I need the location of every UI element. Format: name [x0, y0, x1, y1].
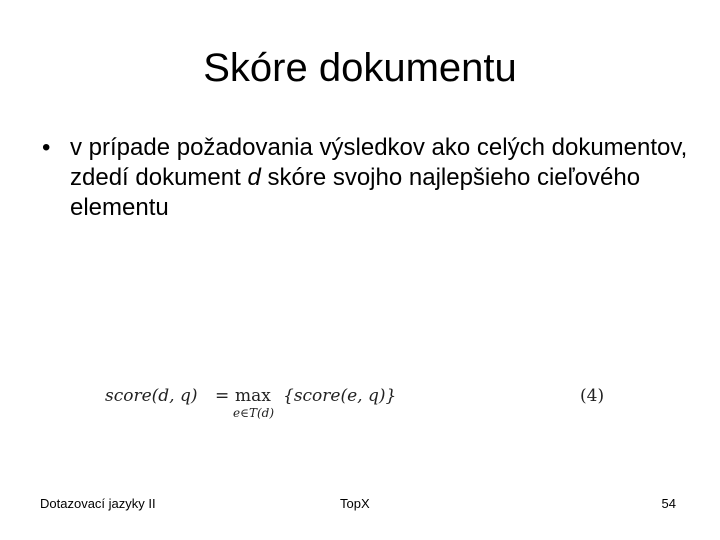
bullet-text-before: v prípade požadovania výsledkov ako celých dokumentov, zdedí dokument: [70, 134, 688, 191]
slide-title: Skóre dokumentu: [203, 46, 517, 90]
footer-page-number: 54: [661, 496, 676, 511]
formula-equals: =: [215, 386, 230, 406]
formula-max-subscript: e∈T(d): [233, 406, 275, 420]
formula-max-operator: max: [235, 386, 271, 406]
formula-rhs: {score(e, q)}: [283, 386, 397, 406]
footer-course-name: Dotazovací jazyky II: [40, 496, 156, 511]
bullet-text-italic: d: [247, 164, 261, 191]
bullet-text-after: skóre svojho najlepšieho cieľového elementu: [70, 164, 641, 221]
bullet-marker: •: [42, 134, 51, 161]
score-formula: [105, 378, 615, 426]
formula-lhs: score(d, q): [105, 386, 198, 406]
formula-equation-number: (4): [580, 386, 605, 406]
bullet-list: [40, 133, 690, 223]
bullet-item: [40, 133, 690, 223]
footer-topic: TopX: [340, 496, 370, 511]
